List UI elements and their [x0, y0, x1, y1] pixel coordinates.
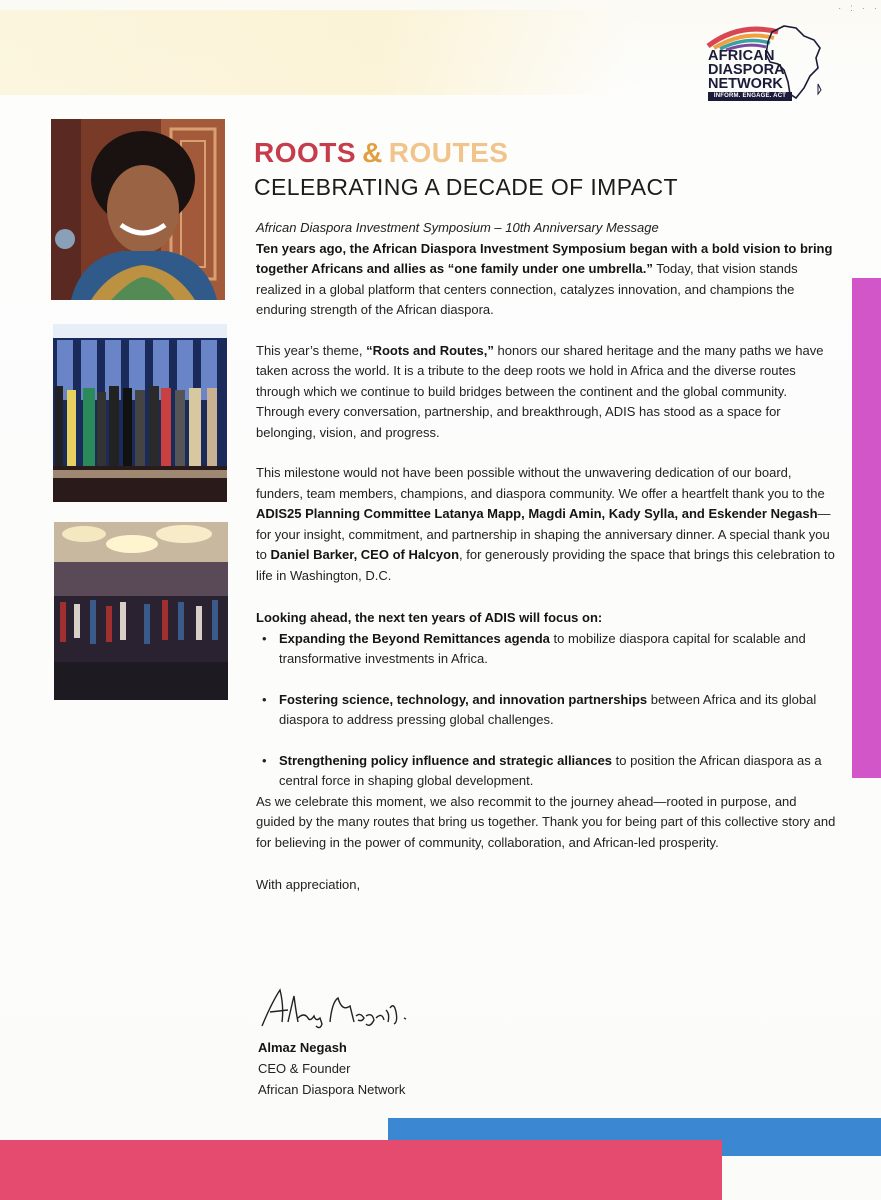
portrait-photo: [51, 119, 225, 300]
logo-line-2: DIASPORA: [708, 62, 785, 78]
bullet-3-text: to position the African diaspora as a central force in shaping global development.: [279, 752, 822, 788]
bullet-1-bold: Expanding the Beyond Remittances agenda: [279, 630, 550, 646]
signer-role: CEO & Founder: [258, 1061, 351, 1076]
title-routes-word: ROUTES: [388, 137, 509, 168]
p3-names: Latanya Mapp, Magdi Amin, Kady Sylla, and Eskender Negash: [430, 506, 818, 521]
p2-theme: “Roots and Routes,”: [366, 342, 494, 358]
signoff: With appreciation,: [256, 877, 361, 892]
page-title: [254, 136, 508, 170]
p1-text: Today, that vision stands realized in a global platform that centers connection, catalyzes innovation, and champions the enduring strength of the African diaspora.: [256, 261, 798, 317]
bullet-3-bold: Strengthening policy influence and strategic alliances: [279, 752, 613, 768]
intro-line: African Diaspora Investment Symposium – 10th Anniversary Message: [256, 220, 659, 235]
page-subtitle: CELEBRATING A DECADE OF IMPACT: [254, 174, 678, 200]
adn-logo: [700, 18, 828, 104]
decorative-pink-bar: [852, 278, 881, 778]
stage-group-photo: [53, 324, 227, 502]
bullet-1-text: to mobilize diaspora capital for scalable and transformative investments in Africa.: [279, 630, 806, 666]
logo-tagline: INFORM. ENGAGE. ACT: [708, 92, 792, 101]
letter-body: [256, 218, 836, 896]
list-item: [256, 751, 836, 792]
ballroom-photo: [54, 522, 228, 700]
list-item: [256, 629, 836, 670]
paragraph-3: [256, 463, 836, 586]
signer-name: Almaz Negash: [258, 1040, 347, 1055]
lookahead-text: Looking ahead, the next ten years of ADIS will focus on:: [256, 610, 603, 625]
p2-text: honors our shared heritage and the many paths we have taken across the world. It is a tribute to the deep roots we hold in Africa and the diverse routes through which we continue to build bridges between the continent and the global community. Through every conversation, partnership, and breakthrough, ADIS has stood as a space for belonging, vision, and progress.: [256, 342, 824, 440]
p3-text-a: This milestone would not have been possible without the unwavering dedication of our board, funders, team members, champions, and diaspora community. We offer a heartfelt thank you to the: [256, 465, 825, 501]
title-ampersand: &: [362, 137, 383, 168]
bullet-icon: •: [262, 752, 267, 768]
bullet-2-text: between Africa and its global diaspora to address pressing global challenges.: [279, 691, 817, 727]
paragraph-2: [256, 341, 836, 444]
p3-text-d: , for generously providing the space that brings this celebration to life in Washington, D.C.: [256, 547, 835, 583]
lookahead-heading: [256, 608, 836, 629]
bullet-icon: •: [262, 691, 267, 707]
list-item: [256, 690, 836, 731]
p2-pre: This year’s theme,: [256, 342, 367, 358]
signer-org: African Diaspora Network: [258, 1082, 406, 1097]
focus-list: [256, 629, 836, 792]
decorative-red-bar: [0, 1140, 722, 1200]
p3-committee: ADIS25 Planning Committee: [256, 506, 431, 521]
p3-barker: Daniel Barker, CEO of Halcyon: [270, 547, 460, 562]
margin-dots: · : · ·: [838, 3, 881, 14]
closing-paragraph: As we celebrate this moment, we also recommit to the journey ahead—rooted in purpose, and guided by the many routes that bring us together. Thank you for being part of this collective story and for believing in the power of community, collaboration, and African-led prosperity.: [256, 793, 836, 850]
p1-bold: Ten years ago, the African Diaspora Investment Symposium began with a bold vision to bring together Africans and allies as “one family under one umbrella.”: [256, 240, 833, 276]
top-highlight: [0, 10, 630, 95]
logo-line-1: AFRICAN: [708, 48, 775, 64]
bullet-2-bold: Fostering science, technology, and innovation partnerships: [279, 691, 648, 707]
logo-line-3: NETWORK: [708, 76, 783, 92]
handwritten-signature: [258, 982, 418, 1032]
p3-text-c: —for your insight, commitment, and partnership in shaping the anniversary dinner. A special thank you to: [256, 506, 831, 562]
paragraph-1: [256, 239, 836, 321]
title-roots-word: ROOTS: [254, 137, 357, 168]
signer-block: [258, 1037, 405, 1100]
bullet-icon: •: [262, 630, 267, 646]
